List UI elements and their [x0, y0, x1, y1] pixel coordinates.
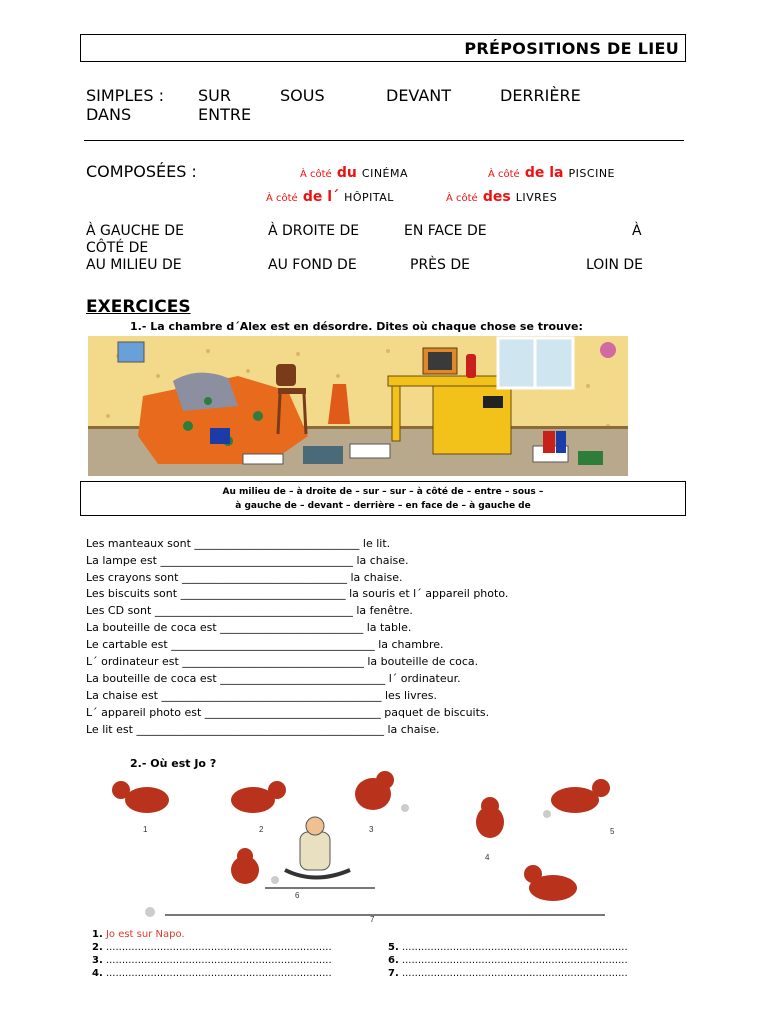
sentence-row: Les biscuits sont ______________________________ la souris et l´ appareil photo.	[86, 587, 509, 600]
loc-au-milieu: AU MILIEU DE	[86, 257, 182, 273]
blank[interactable]: ______________________________	[181, 571, 347, 584]
word-bank-line-1: Au milieu de – à droite de – sur – sur – à côté de – entre – sous –	[222, 487, 544, 497]
answer-3[interactable]: 3. .......................................................................	[92, 955, 332, 966]
answer-7[interactable]: 7. .......................................................................	[388, 968, 628, 979]
simple-word-sous: SOUS	[280, 86, 325, 105]
sentence-row: L´ appareil photo est ________________________________ paquet de biscuits.	[86, 706, 490, 719]
simple-word-entre: ENTRE	[198, 105, 252, 124]
loc-cote-de: CÔTÉ DE	[86, 240, 149, 256]
blank[interactable]: ________________________________	[204, 706, 381, 719]
picture-number-5: 5	[610, 827, 615, 836]
sentence-row: Les manteaux sont ______________________________ le lit.	[86, 537, 391, 550]
answer-2[interactable]: 2. .......................................................................	[92, 942, 332, 953]
loc-pres: PRÈS DE	[410, 257, 470, 273]
sentence-row: La bouteille de coca est ______________________________ l´ ordinateur.	[86, 672, 461, 685]
simple-word-sur: SUR	[198, 86, 231, 105]
composees-label: COMPOSÉES :	[86, 162, 197, 181]
blank[interactable]: ________________________________________	[161, 689, 382, 702]
sentence-row: La bouteille de coca est __________________________ la table.	[86, 621, 412, 634]
loc-en-face: EN FACE DE	[404, 223, 487, 239]
compose-item-hopital: À côté de l´ HÔPITAL	[266, 189, 394, 205]
loc-a: À	[632, 223, 642, 239]
blank[interactable]: _________________________________	[182, 655, 364, 668]
sentence-row: La chaise est ________________________________________ les livres.	[86, 689, 437, 702]
dogs-illustration	[105, 770, 665, 922]
picture-number-1: 1	[143, 825, 148, 834]
sentence-row: Les crayons sont ______________________________ la chaise.	[86, 571, 403, 584]
page-title: PRÉPOSITIONS DE LIEU	[464, 39, 679, 58]
exercise-1-title: 1.- La chambre d´Alex est en désordre. Dites où chaque chose se trouve:	[130, 320, 583, 333]
answer-1: 1. Jo est sur Napo.	[92, 929, 185, 940]
loc-au-fond: AU FOND DE	[268, 257, 357, 273]
sentence-row: Le cartable est _____________________________________ la chambre.	[86, 638, 444, 651]
simple-word-derriere: DERRIÈRE	[500, 86, 581, 105]
picture-number-6: 6	[295, 891, 300, 900]
loc-loin: LOIN DE	[586, 257, 643, 273]
blank[interactable]: ______________________________	[220, 672, 386, 685]
divider	[84, 140, 684, 141]
blank[interactable]: ______________________________	[180, 587, 346, 600]
exercices-heading: EXERCICES	[86, 297, 191, 317]
picture-number-4: 4	[485, 853, 490, 862]
word-bank	[80, 481, 686, 516]
simple-word-dans: DANS	[86, 105, 132, 124]
loc-a-droite: À DROITE DE	[268, 223, 360, 239]
title-box	[80, 34, 686, 62]
answer-5[interactable]: 5. .......................................................................	[388, 942, 628, 953]
answer-4[interactable]: 4. .......................................................................	[92, 968, 332, 979]
answer-6[interactable]: 6. .......................................................................	[388, 955, 628, 966]
loc-a-gauche: À GAUCHE DE	[86, 223, 184, 239]
compose-item-cinema: À côté du CINÉMA	[300, 165, 409, 181]
sentence-row: Les CD sont ____________________________________ la fenêtre.	[86, 604, 413, 617]
picture-number-7: 7	[370, 915, 375, 922]
blank[interactable]: ______________________________	[194, 537, 360, 550]
compose-item-piscine: À côté de la PISCINE	[488, 165, 616, 181]
blank[interactable]: _____________________________________	[171, 638, 375, 651]
simple-word-devant: DEVANT	[386, 86, 452, 105]
sentence-row: L´ ordinateur est _________________________________ la bouteille de coca.	[86, 655, 479, 668]
picture-number-2: 2	[259, 825, 264, 834]
simples-label: SIMPLES :	[86, 86, 164, 105]
word-bank-line-2: à gauche de – devant – derrière – en face de – à gauche de	[235, 501, 531, 511]
blank[interactable]: ___________________________________	[160, 554, 353, 567]
picture-number-3: 3	[369, 825, 374, 834]
bedroom-illustration	[88, 336, 628, 476]
blank[interactable]: __________________________	[220, 621, 364, 634]
blank[interactable]: _____________________________________________	[136, 723, 384, 736]
compose-item-livres: À côté des LIVRES	[446, 189, 558, 205]
blank[interactable]: ____________________________________	[154, 604, 353, 617]
exercise-2-title: 2.- Où est Jo ?	[130, 757, 217, 770]
sentence-row: Le lit est _____________________________________________ la chaise.	[86, 723, 440, 736]
sentence-row: La lampe est ___________________________________ la chaise.	[86, 554, 409, 567]
